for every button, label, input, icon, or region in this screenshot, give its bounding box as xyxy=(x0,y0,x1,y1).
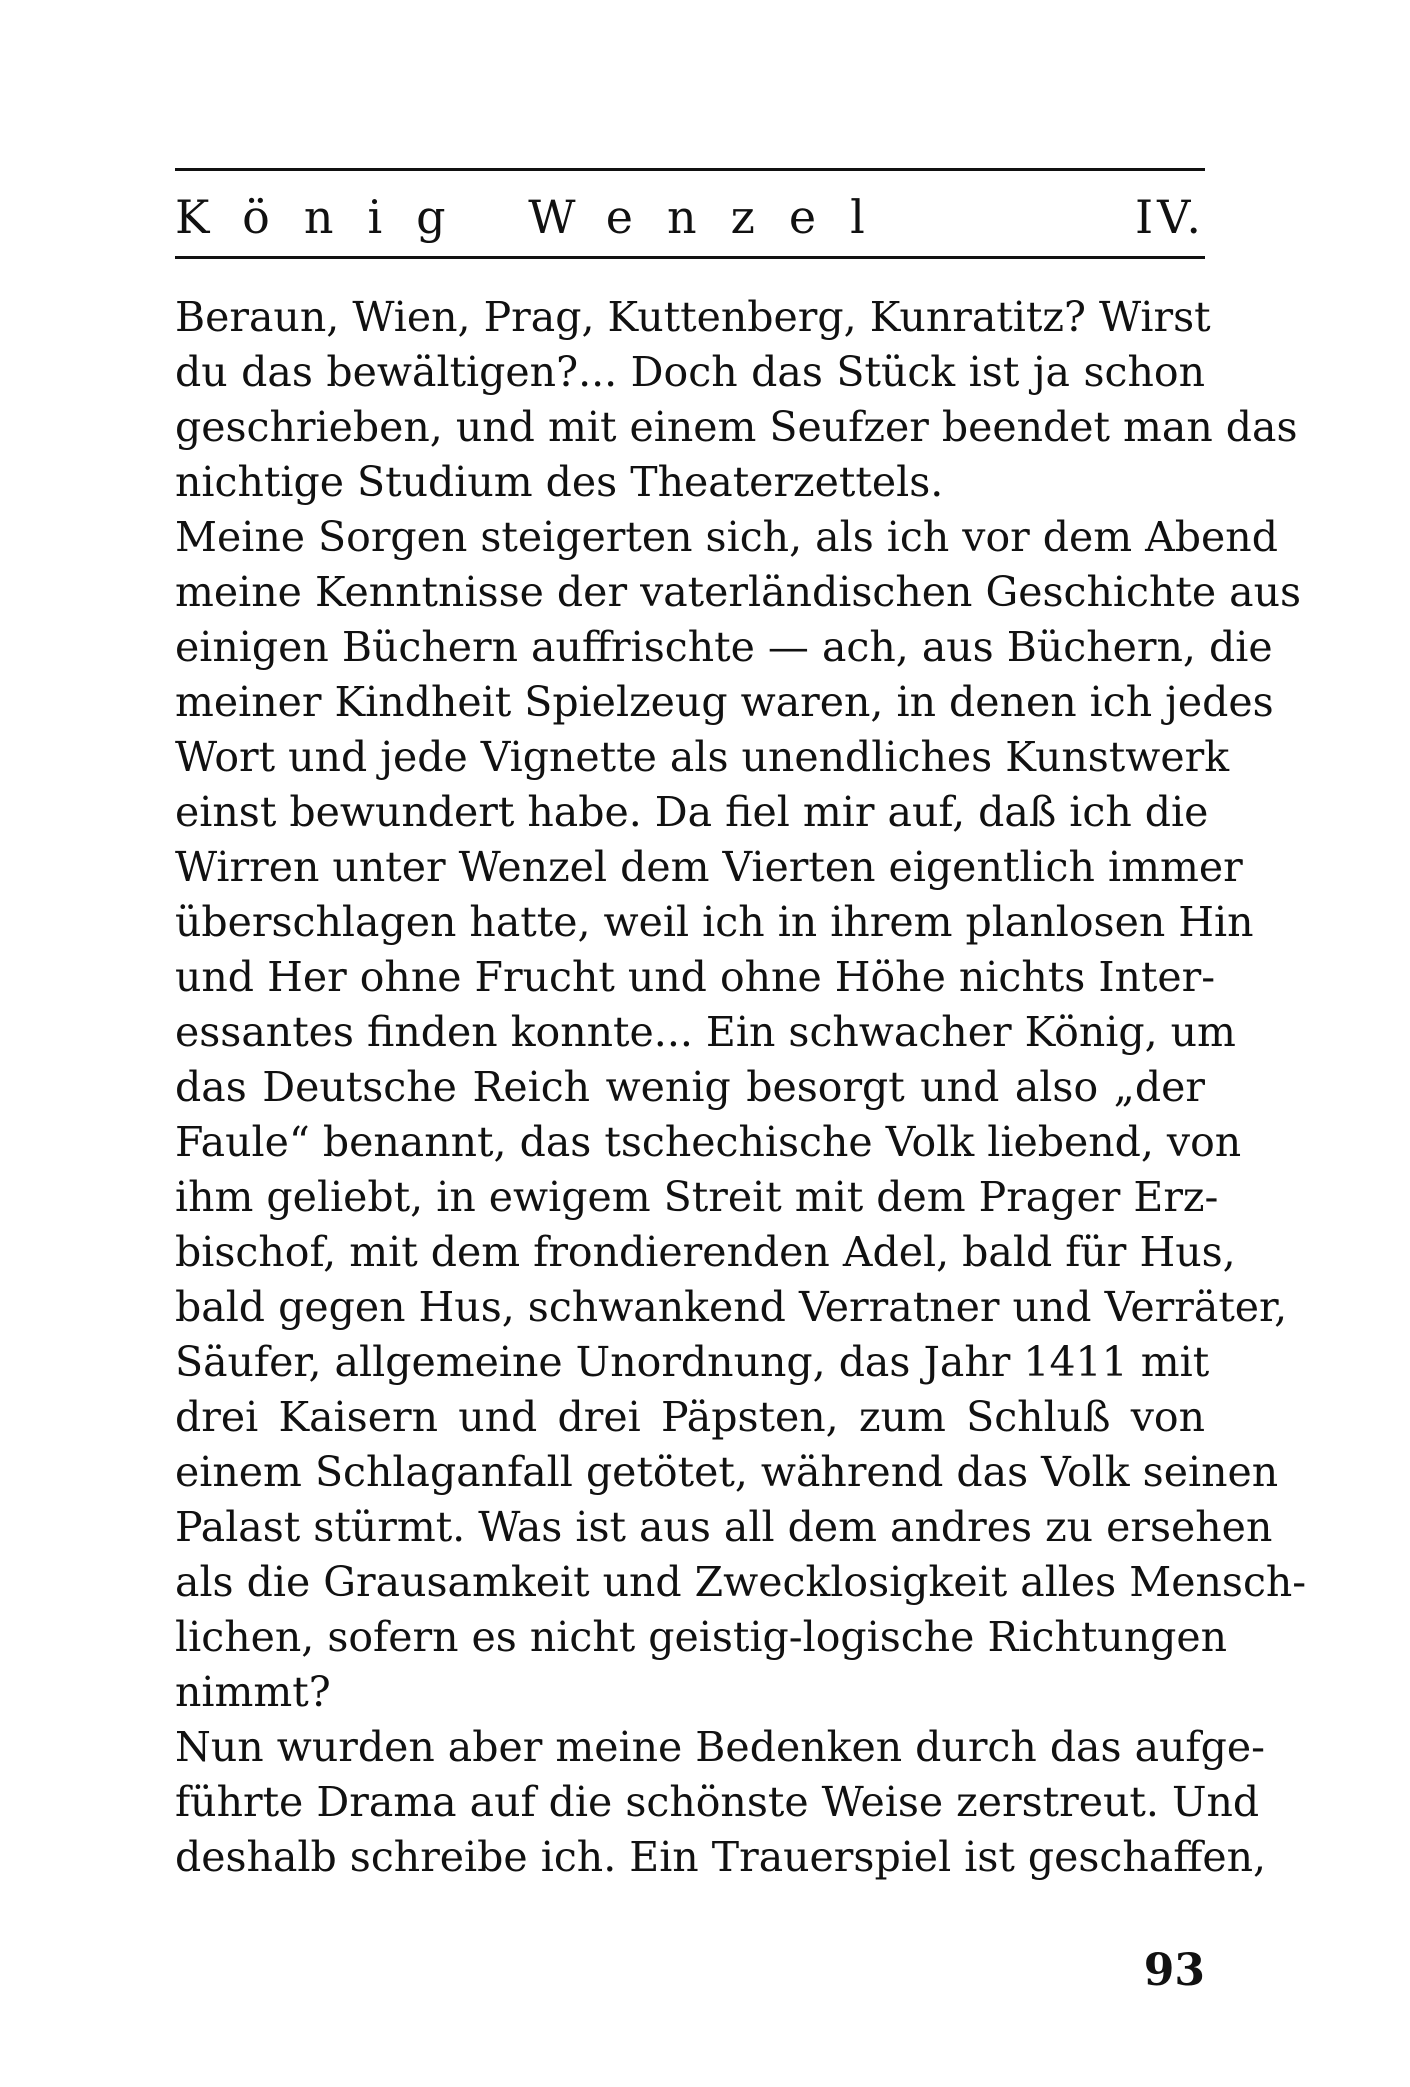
text-line: einigen Büchern auffrischte — ach, aus Büchern, die xyxy=(175,623,1273,671)
text-line: deshalb schreibe ich. Ein Trauerspiel ist geschaffen, xyxy=(175,1833,1267,1881)
text-line: das Deutsche Reich wenig besorgt und also „der xyxy=(175,1063,1205,1111)
header-rule-top xyxy=(175,168,1205,171)
text-line: Nun wurden aber meine Bedenken durch das aufge- xyxy=(175,1723,1265,1771)
text-line: meine Kenntnisse der vaterländischen Geschichte aus xyxy=(175,568,1302,616)
text-line: Wort und jede Vignette als unendliches Kunstwerk xyxy=(175,733,1230,781)
text-line: drei Kaisern und drei Päpsten, zum Schluß von xyxy=(175,1393,1205,1441)
book-page xyxy=(175,168,1307,2048)
text-line: essantes finden konnte... Ein schwacher König, um xyxy=(175,1008,1236,1056)
text-line: ihm geliebt, in ewigem Streit mit dem Prager Erz- xyxy=(175,1173,1219,1221)
text-line: einst bewundert habe. Da fiel mir auf, daß ich die xyxy=(175,788,1209,836)
page-number: 93 xyxy=(1143,1945,1205,1996)
text-line: als die Grausamkeit und Zwecklosigkeit alles Mensch- xyxy=(175,1558,1307,1606)
text-line: du das bewältigen?... Doch das Stück ist ja schon xyxy=(175,348,1205,396)
text-line: einem Schlaganfall getötet, während das Volk seinen xyxy=(175,1448,1279,1496)
text-line: bald gegen Hus, schwankend Verratner und Verräter, xyxy=(175,1283,1288,1331)
text-line: Palast stürmt. Was ist aus all dem andres zu ersehen xyxy=(175,1503,1273,1551)
text-line: Meine Sorgen steigerten sich, als ich vor dem Abend xyxy=(175,513,1278,561)
text-line: Beraun, Wien, Prag, Kuttenberg, Kunratitz? Wirst xyxy=(175,293,1211,341)
text-line: nichtige Studium des Theaterzettels. xyxy=(175,458,944,506)
text-line: Faule“ benannt, das tschechische Volk liebend, von xyxy=(175,1118,1242,1166)
text-line: führte Drama auf die schönste Weise zerstreut. Und xyxy=(175,1778,1260,1826)
text-line: überschlagen hatte, weil ich in ihrem planlosen Hin xyxy=(175,898,1254,946)
text-line: lichen, sofern es nicht geistig-logische Richtungen xyxy=(175,1613,1228,1661)
running-head xyxy=(175,186,1205,248)
text-line: nimmt? xyxy=(175,1668,331,1716)
header-rule-bottom xyxy=(175,256,1205,259)
body-text xyxy=(175,290,1307,1885)
text-line: und Her ohne Frucht und ohne Höhe nichts Inter- xyxy=(175,953,1216,1001)
text-line: bischof, mit dem frondierenden Adel, bald für Hus, xyxy=(175,1228,1236,1276)
text-line: Wirren unter Wenzel dem Vierten eigentlich immer xyxy=(175,843,1243,891)
text-line: meiner Kindheit Spielzeug waren, in denen ich jedes xyxy=(175,678,1274,726)
text-line: geschrieben, und mit einem Seufzer beendet man das xyxy=(175,403,1298,451)
running-head-chapter: IV. xyxy=(1135,190,1205,244)
running-head-title: König Wenzel xyxy=(175,190,899,244)
text-line: Säufer, allgemeine Unordnung, das Jahr 1411 mit xyxy=(175,1338,1210,1386)
